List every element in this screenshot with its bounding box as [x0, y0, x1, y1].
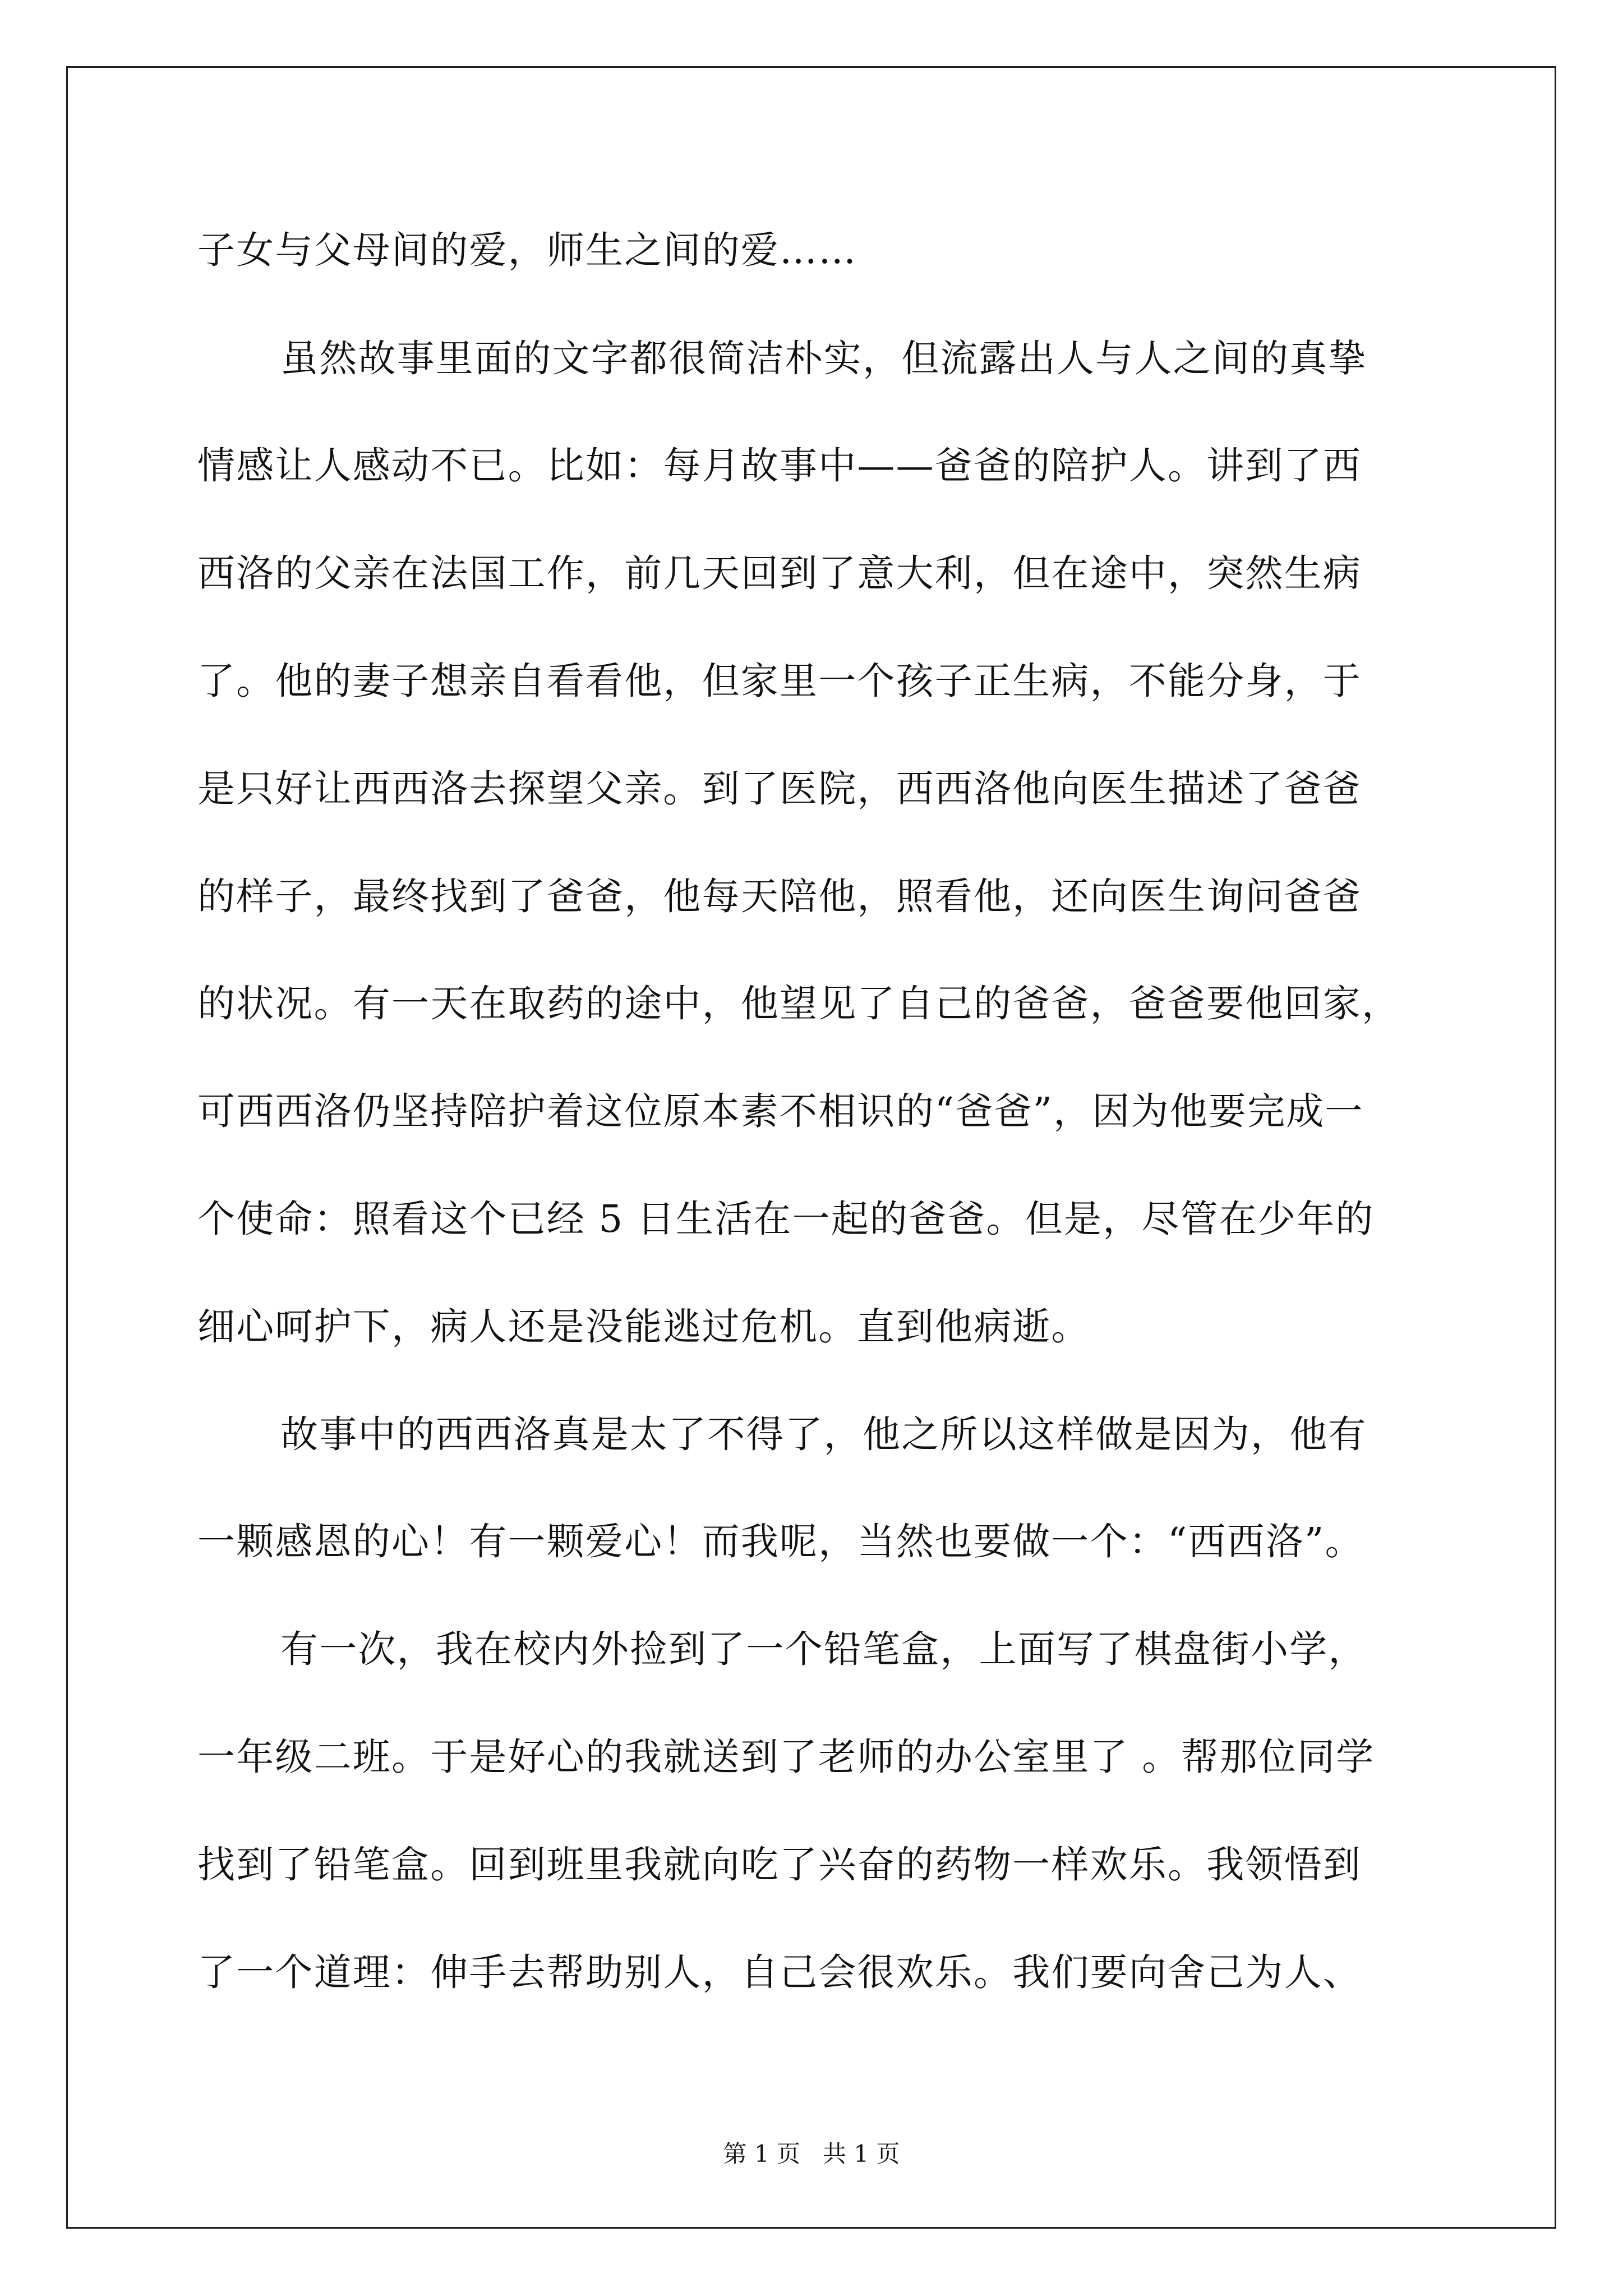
text-line: 个使命：照看这个已经 5 日生活在一起的爸爸。但是，尽管在少年的: [197, 1197, 1375, 1241]
paragraph-start-line: 虽然故事里面的文字都很简洁朴实，但流露出人与人之间的真挚: [280, 337, 1367, 380]
page-footer: 第 1 页 共 1 页: [723, 2140, 900, 2168]
paragraph-start-line: 有一次，我在校内外捡到了一个铅笔盒，上面写了棋盘街小学，: [280, 1627, 1367, 1671]
text-line: 了一个道理：伸手去帮助别人，自己会很欢乐。我们要向舍己为人、: [197, 1950, 1362, 1994]
text-line: 是只好让西西洛去探望父亲。到了医院，西西洛他向医生描述了爸爸: [197, 767, 1362, 811]
paragraph-start-line: 故事中的西西洛真是太了不得了，他之所以这样做是因为，他有: [280, 1412, 1367, 1456]
text-line: 的样子，最终找到了爸爸，他每天陪他，照看他，还向医生询问爸爸: [197, 875, 1362, 918]
text-line: 情感让人感动不已。比如：每月故事中——爸爸的陪护人。讲到了西: [197, 444, 1362, 487]
text-line: 了。他的妻子想亲自看看他，但家里一个孩子正生病，不能分身，于: [197, 659, 1362, 703]
text-line: 西洛的父亲在法国工作，前几天回到了意大利，但在途中，突然生病: [197, 551, 1362, 595]
text-line: 子女与父母间的爱，师生之间的爱……: [197, 228, 857, 272]
text-line: 可西西洛仍坚持陪护着这位原本素不相识的“爸爸”，因为他要完成一: [197, 1089, 1364, 1133]
text-line: 一年级二班。于是好心的我就送到了老师的办公室里了 。帮那位同学: [197, 1735, 1375, 1779]
text-line: 细心呵护下，病人还是没能逃过危机。直到他病逝。: [197, 1305, 1090, 1349]
text-line: 一颗感恩的心！有一颗爱心！而我呢，当然也要做一个：“西西洛”。: [197, 1520, 1364, 1563]
page-border: [66, 66, 1556, 2229]
text-line: 找到了铅笔盒。回到班里我就向吃了兴奋的药物一样欢乐。我领悟到: [197, 1843, 1362, 1887]
text-line: 的状况。有一天在取药的途中，他望见了自己的爸爸，爸爸要他回家，: [197, 982, 1401, 1025]
